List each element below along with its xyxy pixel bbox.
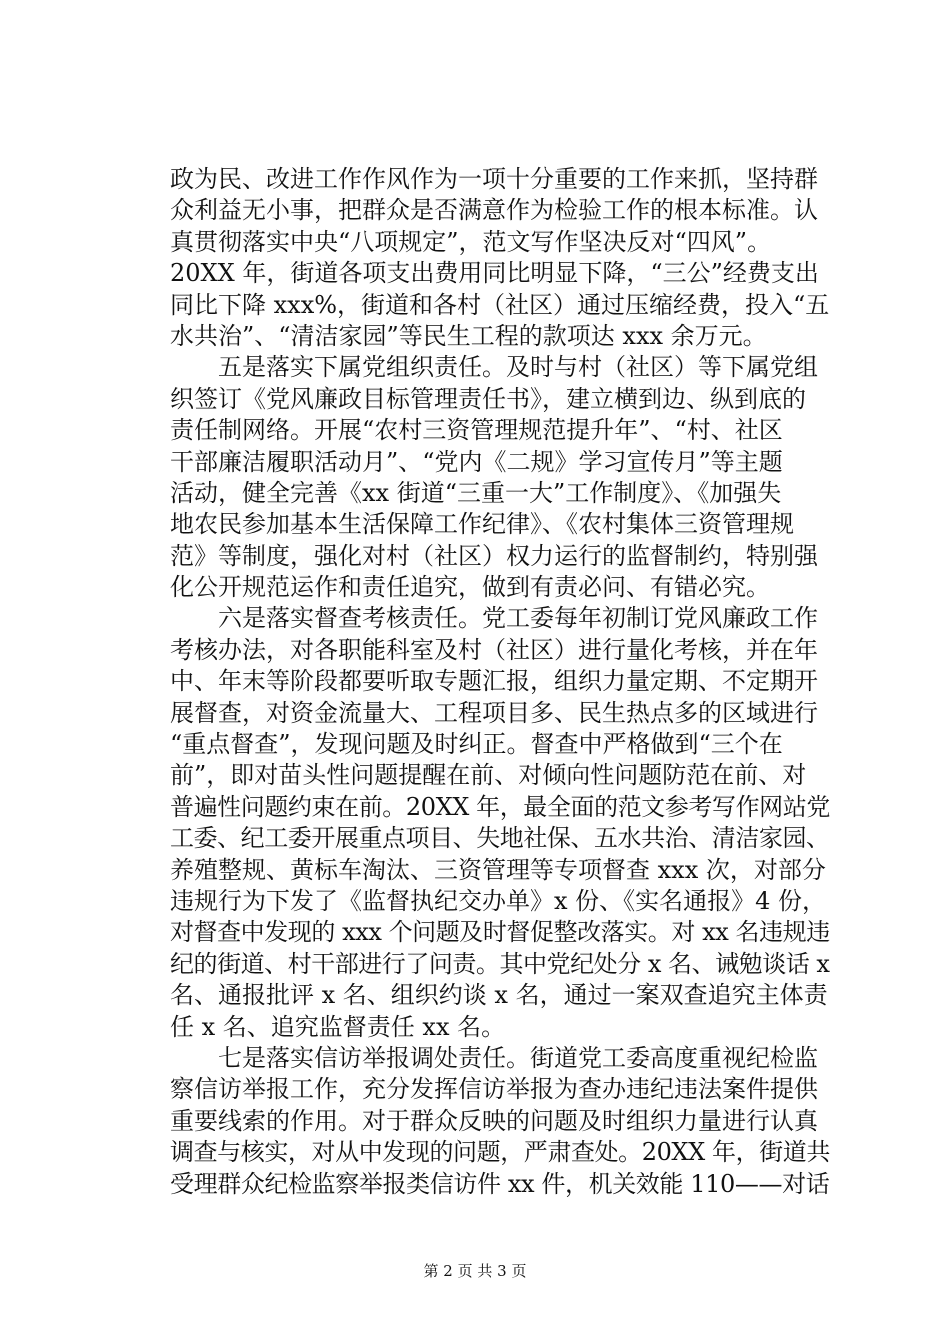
text-line: 众利益无小事，把群众是否满意作为检验工作的根本标准。认	[170, 196, 818, 225]
text-line: 水共治”、“清洁家园”等民生工程的款项达 xxx 余万元。	[170, 321, 767, 350]
text-line: 六是落实督查考核责任。党工委每年初制订党风廉政工作	[170, 604, 818, 633]
text-line: 名、通报批评 x 名、组织约谈 x 名，通过一案双查追究主体责	[170, 981, 828, 1010]
text-line: 范》等制度，强化对村（社区）权力运行的监督制约，特别强	[170, 541, 818, 570]
text-line: 纪的街道、村干部进行了问责。其中党纪处分 x 名、诫勉谈话 x	[170, 949, 830, 978]
text-line: 中、年末等阶段都要听取专题汇报，组织力量定期、不定期开	[170, 667, 818, 696]
text-line: 政为民、改进工作作风作为一项十分重要的工作来抓，坚持群	[170, 165, 818, 193]
text-line: 展督查，对资金流量大、工程项目多、民生热点多的区域进行	[170, 698, 818, 727]
text-line: 普遍性问题约束在前。20XX 年，最全面的范文参考写作网站党	[170, 792, 830, 821]
text-line: 养殖整规、黄标车淘汰、三资管理等专项督查 xxx 次，对部分	[170, 855, 826, 884]
text-line: 七是落实信访举报调处责任。街道党工委高度重视纪检监	[170, 1043, 818, 1072]
text-line: 重要线索的作用。对于群众反映的问题及时组织力量进行认真	[170, 1106, 818, 1135]
text-line: 五是落实下属党组织责任。及时与村（社区）等下属党组	[170, 353, 818, 382]
text-line: “重点督查”，发现问题及时纠正。督查中严格做到“三个在	[170, 730, 783, 759]
text-line: 工委、纪工委开展重点项目、失地社保、五水共治、清洁家园、	[170, 824, 830, 853]
text-line: 前”，即对苗头性问题提醒在前、对倾向性问题防范在前、对	[170, 761, 807, 790]
text-line: 责任制网络。开展“农村三资管理规范提升年”、“村、社区	[170, 416, 783, 445]
text-line: 地农民参加基本生活保障工作纪律》、《农村集体三资管理规	[170, 510, 794, 539]
text-line: 对督查中发现的 xxx 个问题及时督促整改落实。对 xx 名违规违	[170, 918, 830, 947]
text-line: 干部廉洁履职活动月”、“党内《二规》学习宣传月”等主题	[170, 447, 783, 476]
text-line: 同比下降 xxx%，街道和各村（社区）通过压缩经费，投入“五	[170, 290, 830, 319]
text-line: 考核办法，对各职能科室及村（社区）进行量化考核，并在年	[170, 635, 818, 664]
document-body	[170, 164, 830, 1200]
text-line: 化公开规范运作和责任追究，做到有责必问、有错必究。	[170, 573, 770, 602]
page-footer: 第 2 页 共 3 页	[423, 1262, 527, 1280]
text-line: 任 x 名、追究监督责任 xx 名。	[170, 1012, 506, 1041]
text-line: 真贯彻落实中央“八项规定”，范文写作坚决反对“四风”。	[170, 227, 772, 256]
text-line: 调查与核实，对从中发现的问题，严肃查处。20XX 年，街道共	[170, 1138, 830, 1167]
text-line: 20XX 年，街道各项支出费用同比明显下降，“三公”经费支出	[170, 259, 819, 288]
text-line: 活动，健全完善《xx 街道“三重一大”工作制度》、《加强失	[170, 478, 782, 507]
text-line: 织签订《党风廉政目标管理责任书》，建立横到边、纵到底的	[170, 384, 806, 413]
text-line: 受理群众纪检监察举报类信访件 xx 件，机关效能 110——对话	[170, 1169, 830, 1198]
text-line: 违规行为下发了《监督执纪交办单》x 份、《实名通报》4 份，	[170, 886, 827, 915]
text-line: 察信访举报工作，充分发挥信访举报为查办违纪违法案件提供	[170, 1075, 818, 1104]
